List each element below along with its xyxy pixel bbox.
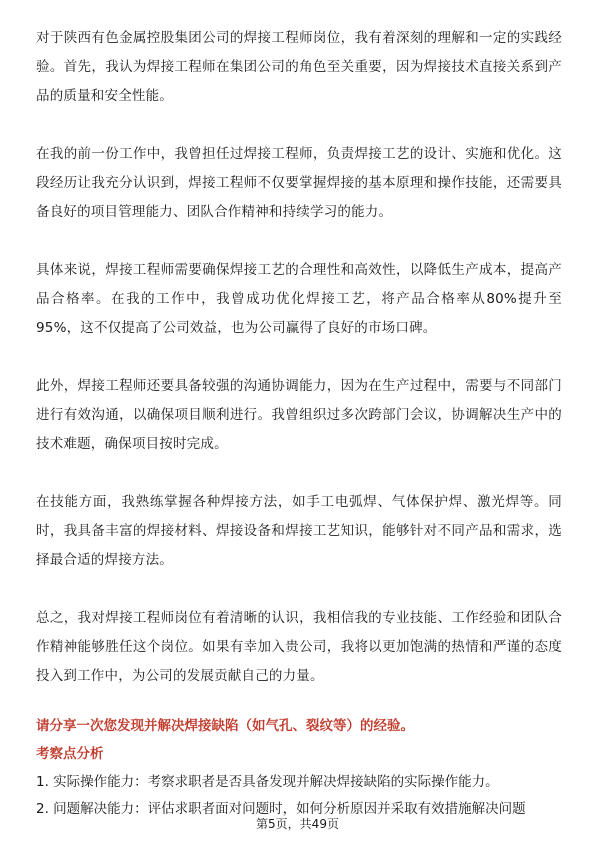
page-number: 第5页，共49页 (256, 817, 339, 831)
document-body (36, 24, 562, 823)
analysis-heading: 考察点分析 (36, 746, 104, 762)
paragraph: 在我的前一份工作中，我曾担任过焊接工程师，负责焊接工艺的设计、实施和优化。这段经历让我充分认识到，焊接工程师不仅要掌握焊接的基本原理和操作技能，还需要具备良好的项目管理能力、团队合作精神和持续学习的能力。 (36, 146, 562, 220)
analysis-item: 2. 问题解决能力：评估求职者面对问题时，如何分析原因并采取有效措施解决问题 (36, 801, 526, 817)
paragraph: 对于陕西有色金属控股集团公司的焊接工程师岗位，我有着深刻的理解和一定的实践经验。首先，我认为焊接工程师在集团公司的角色至关重要，因为焊接技术直接关系到产品的质量和安全性能。 (36, 30, 562, 104)
paragraph: 在技能方面，我熟练掌握各种焊接方法，如手工电弧焊、气体保护焊、激光焊等。同时，我具备丰富的焊接材料、焊接设备和焊接工艺知识，能够针对不同产品和需求，选择最合适的焊接方法。 (36, 494, 562, 568)
interview-question: 请分享一次您发现并解决焊接缺陷（如气孔、裂纹等）的经验。 (36, 718, 414, 734)
paragraph: 具体来说，焊接工程师需要确保焊接工艺的合理性和高效性，以降低生产成本，提高产品合格率。在我的工作中，我曾成功优化焊接工艺，将产品合格率从80%提升至95%，这不仅提高了公司效益，也为公司赢得了良好的市场口碑。 (36, 262, 562, 336)
paragraph: 此外，焊接工程师还要具备较强的沟通协调能力，因为在生产过程中，需要与不同部门进行有效沟通，以确保项目顺利进行。我曾组织过多次跨部门会议，协调解决生产中的技术难题，确保项目按时完成。 (36, 378, 562, 452)
analysis-item: 1. 实际操作能力：考察求职者是否具备发现并解决焊接缺陷的实际操作能力。 (36, 774, 499, 790)
paragraph: 总之，我对焊接工程师岗位有着清晰的认识，我相信我的专业技能、工作经验和团队合作精神能够胜任这个岗位。如果有幸加入贵公司，我将以更加饱满的热情和严谨的态度投入到工作中，为公司的发展贡献自己的力量。 (36, 610, 562, 684)
